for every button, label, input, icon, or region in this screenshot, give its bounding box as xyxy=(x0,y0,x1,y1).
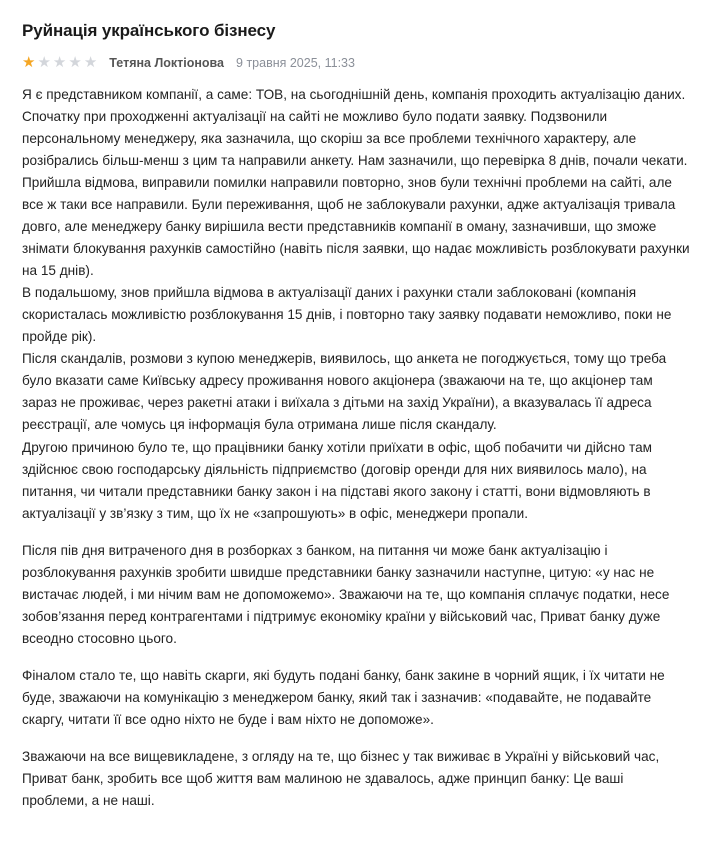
star-icon-5: ★ xyxy=(83,54,98,72)
star-icon-2: ★ xyxy=(37,54,51,72)
review-paragraph: Після пів дня витраченого дня в розборках з банком, на питання чи може банк актуалізацію і розблокування рахунків зробити швидше представники банку зазначили наступне, цитую: «у нас не вистачає людей, і ми нічим вам не допоможемо». Зважаючи на те, що компанія сплачує податки, несе зобов’язання перед контрагентами і підтримує економіку країни у військовий час, Приват банку дуже всеодно стосовно цього. xyxy=(22,542,670,646)
review-meta xyxy=(22,55,690,70)
review-paragraph: Другою причиною було те, що працівники банку хотіли приїхати в офіс, щоб побачити чи дійсно там здійснює свою господарську діяльність підприємство (договір оренди для них виявилось мало), на питання, чи читали представники банку закон і на підставі якого закону і статті, вони відмовляють в актуалізації у зв’язку з тим, що їх не «запрошують» в офіс, менеджери пропали. xyxy=(22,439,652,521)
review-body xyxy=(22,84,690,811)
review-author: Тетяна Локтіонова xyxy=(109,55,225,70)
star-icon-1: ★ xyxy=(22,54,36,72)
review-paragraph: Зважаючи на все вищевикладене, з огляду на те, що бізнес у так виживає в Україні у військовий час, Приват банк, зробить все щоб життя вам малиною не здавалось, адже принцип банку: Це ваші проблеми, а не наші. xyxy=(22,748,660,808)
star-icon-3: ★ xyxy=(52,54,67,72)
star-icon-4: ★ xyxy=(68,54,82,72)
review-paragraph: В подальшому, знов прийшла відмова в актуалізації даних і рахунки стали заблоковані (компанія скористалась можливістю розблокування 15 днів, і повторно таку заявку подавати неможливо, поки не пройде рік). xyxy=(22,285,672,345)
review-timestamp: 9 травня 2025, 11:33 xyxy=(236,55,355,70)
review-paragraph: Фіналом стало те, що навіть скарги, які будуть подані банку, банк закине в чорний ящик, і їх читати не буде, зважаючи на комунікацію з менеджером банку, який так і зазначив: «подавайте, не подавайте скаргу, читати її все одно ніхто не буде і вам ніхто не допоможе». xyxy=(22,667,665,727)
review-paragraph: Я є представником компанії, а саме: ТОВ, на сьогоднішній день, компанія проходить актуалізацію даних. Спочатку при проходженні актуалізації на сайті не можливо було подати заявку. Подзвонили персональному менеджеру, яка зазначила, що скоріш за все проблеми технічного характеру, але розібрались більш-менш з цим та направили анкету. Нам зазначили, що перевірка 8 днів, почали чекати. Прийшла відмова, виправили помилки направили повторно, знов були технічні проблеми на сайті, але все ж таки все направили. Були переживання, щоб не заблокували рахунки, адже актуалізація тривала довго, але менеджеру банку вирішила вести представників компанії в оману, зазначивши, що зможе знімати блокування рахунків самостійно (навіть після заявки, що надає можливість розблокувати рахунки на 15 днів). xyxy=(22,87,690,279)
page-title: Руйнація українського бізнесу xyxy=(22,21,276,40)
rating-stars[interactable] xyxy=(22,55,97,70)
review-paragraph: Після скандалів, розмови з купою менеджерів, виявилось, що анкета не погоджується, тому що треба було вказати саме Київську адресу проживання нового акціонера (зважаючи на те, що акціонер там зараз не проживає, через ракетні атаки і виїхала з дітьми на захід України), а вказувалась її адреса реєстрації, але чомусь ця інформація була отримана лише після скандалу. xyxy=(22,351,667,433)
